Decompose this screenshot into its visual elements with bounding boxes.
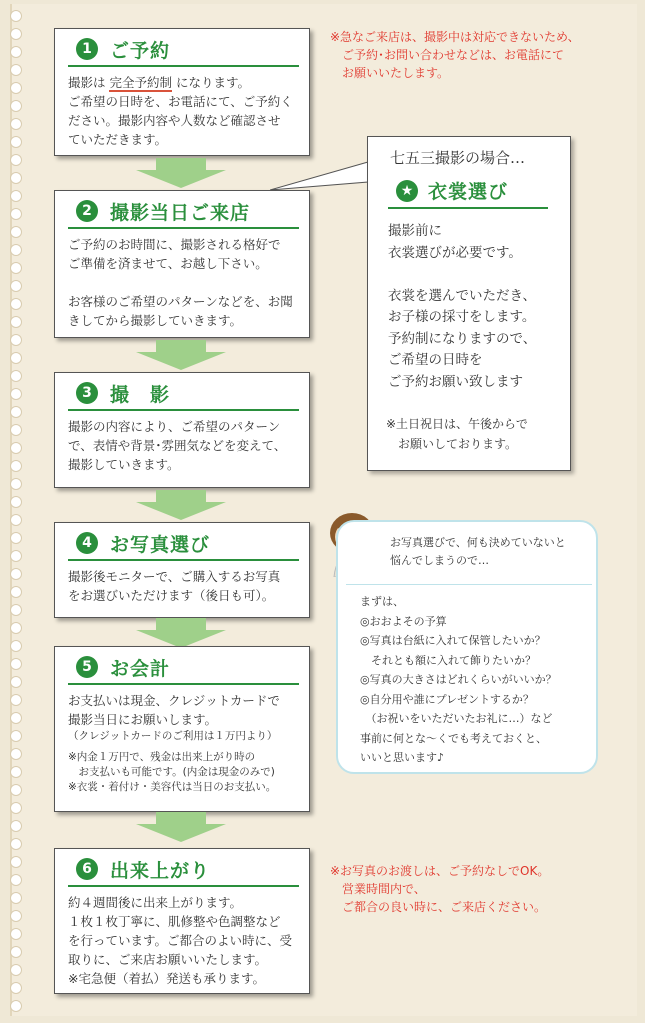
binder-ring	[10, 568, 22, 580]
binder-ring	[10, 838, 22, 850]
binder-ring	[10, 118, 22, 130]
credit-card-note: （クレジットカードのご利用は１万円より）	[68, 730, 278, 742]
step-title: お写真選び	[110, 533, 211, 556]
down-arrow-icon	[136, 158, 226, 188]
advice-bubble	[336, 520, 598, 774]
step-number-badge: 5	[76, 656, 98, 678]
step-title: ご予約	[110, 39, 171, 62]
binder-ring	[10, 730, 22, 742]
step-body: 約４週間後に出来上がります。 １枚１枚丁寧に、肌修整や色調整など を行っています。ご都合のよい時に、受 取りに、ご来店お願いいたします。 ※宅急便（着払）発送も承ります。	[68, 895, 293, 986]
binder-ring	[10, 658, 22, 670]
binder-ring	[10, 298, 22, 310]
binder-ring	[10, 622, 22, 634]
binder-ring	[10, 874, 22, 886]
binder-ring	[10, 712, 22, 724]
binder-ring	[10, 316, 22, 328]
binder-ring	[10, 784, 22, 796]
step-4-card	[54, 522, 310, 618]
step-title: 出来上がり	[110, 859, 211, 882]
step-2-card	[54, 190, 310, 338]
binder-ring	[10, 64, 22, 76]
binder-ring	[10, 388, 22, 400]
binder-ring	[10, 208, 22, 220]
step-3-card	[54, 372, 310, 488]
binder-ring	[10, 694, 22, 706]
down-arrow-icon	[136, 490, 226, 520]
binder-ring	[10, 928, 22, 940]
divider	[68, 885, 299, 887]
divider	[68, 683, 299, 685]
costume-title: 衣裳選び	[428, 181, 509, 203]
binder-ring	[10, 406, 22, 418]
advice-body: まずは、 ◎おおよその予算 ◎写真は台紙に入れて保管したいか？ それとも額に入れて飾りたいか？ ◎写真の大きさはどれくらいがいいか？ ◎自分用や誰にプレゼントするか？ （お祝いをいただいたお礼に…）など 事前に何とな～くでも考えておくと、 いいと思います♪	[360, 595, 557, 764]
binder-ring	[10, 442, 22, 454]
walk-in-notice: ※急なご来店は、撮影中は対応できないため、 ご予約･お問い合わせなどは、お電話にて お願いいたします。	[330, 30, 580, 80]
step-body	[68, 73, 299, 149]
down-arrow-icon	[136, 340, 226, 370]
binder-ring	[10, 766, 22, 778]
binder-ring	[10, 856, 22, 868]
binder-ring	[10, 190, 22, 202]
binder-ring	[10, 496, 22, 508]
step-title: 撮影当日ご来店	[110, 201, 251, 224]
binder-ring	[10, 964, 22, 976]
binder-ring	[10, 82, 22, 94]
binder-ring	[10, 460, 22, 472]
payment-notes: ※内金１万円で、残金は出来上がり時の お支払いも可能です。(内金は現金のみで) ※衣裳・着付け・美容代は当日のお支払い。	[68, 751, 277, 793]
binder-ring	[10, 802, 22, 814]
step-title: 撮 影	[110, 383, 171, 406]
binder-rings	[10, 10, 24, 1010]
step-6-card	[54, 848, 310, 994]
divider	[68, 65, 299, 67]
step-1-card	[54, 28, 310, 156]
step-number-badge: 4	[76, 532, 98, 554]
binder-ring	[10, 172, 22, 184]
down-arrow-icon	[136, 618, 226, 648]
step-number-badge: 2	[76, 200, 98, 222]
step-title: お会計	[110, 657, 171, 680]
star-icon: ★	[396, 180, 418, 202]
binder-ring	[10, 640, 22, 652]
step-body: 撮影の内容により、ご希望のパターン で、表情や背景･雰囲気などを変えて、 撮影していきます。	[68, 419, 287, 472]
binder-ring	[10, 748, 22, 760]
binder-ring	[10, 946, 22, 958]
binder-ring	[10, 676, 22, 688]
down-arrow-icon	[136, 812, 226, 842]
binder-ring	[10, 892, 22, 904]
bubble-title: 七五三撮影の場合…	[390, 149, 526, 167]
divider	[68, 559, 299, 561]
step-body: 撮影後モニターで、ご購入するお写真 をお選びいただけます（後日も可）。	[68, 569, 281, 603]
binder-ring	[10, 820, 22, 832]
binder-ring	[10, 532, 22, 544]
step-body-text: になります。 ご希望の日時を、お電話にて、ご予約く ださい。撮影内容や人数など確認させ ていただきます。	[68, 75, 293, 147]
binder-ring	[10, 46, 22, 58]
step-number-badge: 6	[76, 858, 98, 880]
step-body: ご予約のお時間に、撮影される格好で ご準備を済ませて、お越し下さい。 お客様のご希望のパターンなどを、お聞 きしてから撮影していきます。	[68, 237, 293, 328]
binder-ring	[10, 586, 22, 598]
binder-ring	[10, 136, 22, 148]
divider	[388, 207, 548, 209]
weekend-note: ※土日祝日は、午後からで お願いしております。	[386, 417, 528, 451]
binder-ring	[10, 604, 22, 616]
binder-ring	[10, 352, 22, 364]
shichigosan-bubble	[367, 136, 571, 471]
binder-ring	[10, 514, 22, 526]
binder-ring	[10, 226, 22, 238]
binder-ring	[10, 370, 22, 382]
step-number-badge: 1	[76, 38, 98, 60]
binder-ring	[10, 154, 22, 166]
binder-ring	[10, 244, 22, 256]
pickup-notice: ※お写真のお渡しは、ご予約なしでOK。 営業時間内で、 ご都合の良い時に、ご来店ください。	[330, 864, 550, 914]
binder-ring	[10, 280, 22, 292]
step-body: お支払いは現金、クレジットカードで 撮影当日にお願いします。	[68, 693, 280, 727]
binder-ring	[10, 982, 22, 994]
binder-ring	[10, 100, 22, 112]
binder-ring	[10, 262, 22, 274]
binder-ring	[10, 478, 22, 490]
speech-pointer	[270, 160, 380, 200]
divider	[68, 227, 299, 229]
divider	[346, 584, 592, 585]
binder-ring	[10, 424, 22, 436]
binder-ring	[10, 10, 22, 22]
binder-ring	[10, 910, 22, 922]
costume-body: 撮影前に 衣裳選びが必要です。 衣裳を選んでいただき、 お子様の採寸をします。 予約制になりますので、 ご希望の日時を ご予約お願い致します	[388, 223, 537, 390]
binder-ring	[10, 334, 22, 346]
step-number-badge: 3	[76, 382, 98, 404]
binder-ring	[10, 28, 22, 40]
binder-ring	[10, 1000, 22, 1012]
reservation-highlight: 完全予約制	[109, 75, 172, 90]
step-body-text: 撮影は	[68, 75, 110, 90]
step-5-card	[54, 646, 310, 812]
advice-head: お写真選びで、何も決めていないと 悩んでしまうので…	[390, 536, 566, 567]
divider	[68, 409, 299, 411]
binder-ring	[10, 550, 22, 562]
